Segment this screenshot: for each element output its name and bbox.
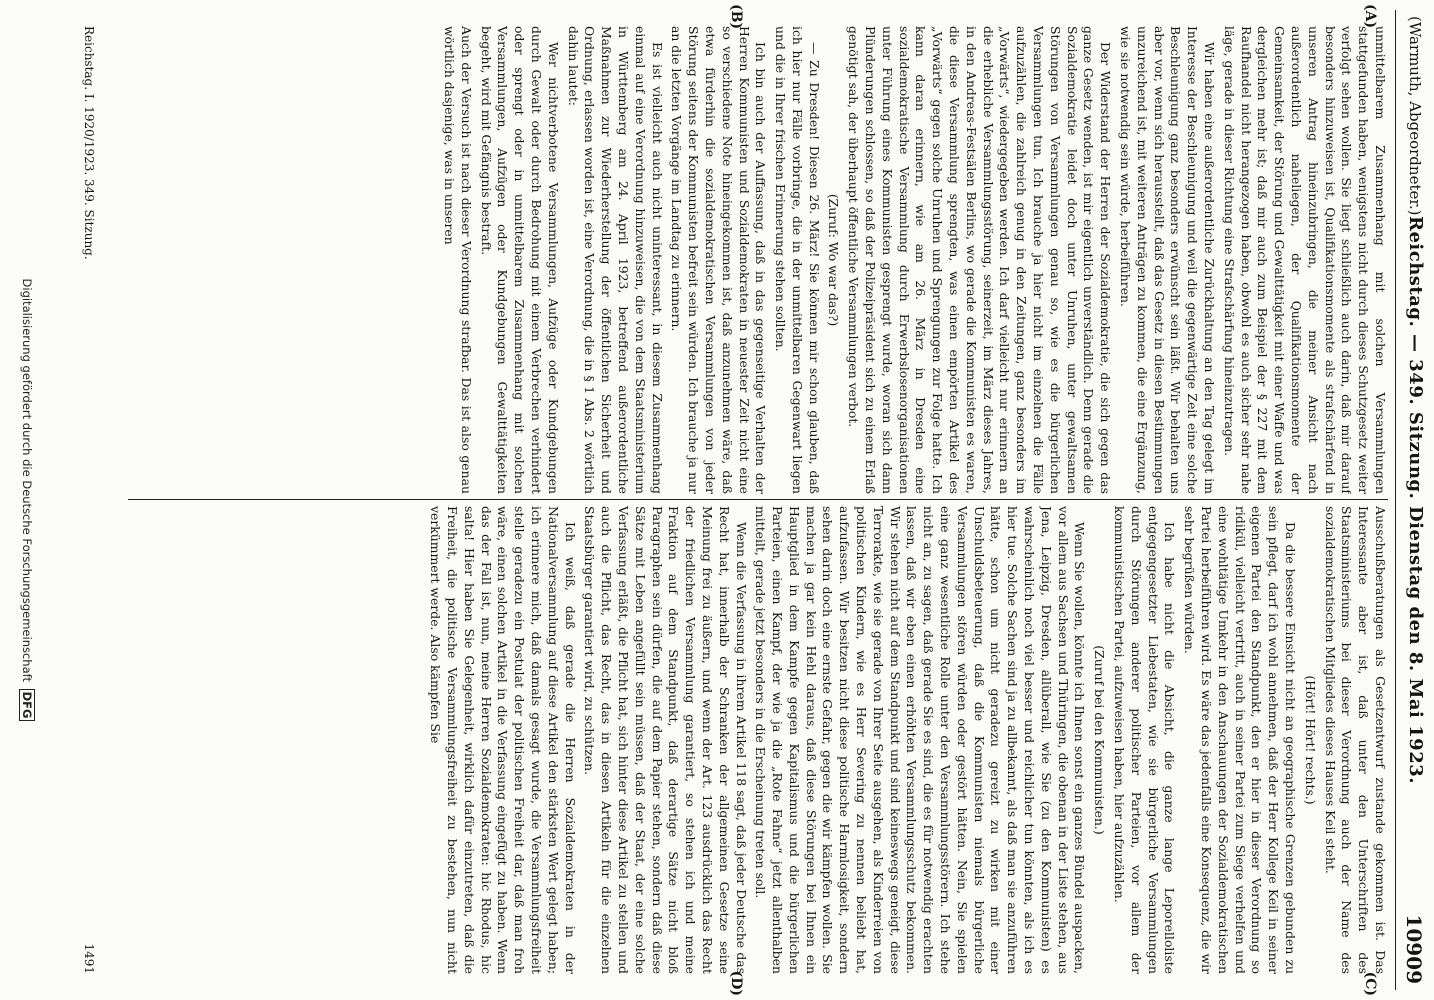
interjection: (Zuruf bei den Kommunisten.) [1092,645,1108,835]
paragraph: Auch der Versuch ist nach dieser Verordnung strafbar. Das ist also genau wörtlich dasjenige, was in unseren [441,26,474,494]
paragraph: Ich bin auch der Auffassung, daß in das gegenseitige Verhalten der Herren Kommunisten und Sozialdemokraten in neuester Zeit nicht eine so verschiedene Note hineingekommen ist, daß anzunehmen wäre, daß etwa fürderhin die sozialdemokratischen Versammlungen von jeder Störung seitens der Kommunisten befreit sein würden. Ich brauche ja nur an die letzten Vorgänge im Landtag zu erinnern. [669,26,769,494]
margin-marker-b: (B) [728,4,744,30]
paragraph: — Zu Dresden! Diesen 26. März! Sie können mir schon glauben, daß ich hier nur Fälle vorbringe, die in der unmittelbaren Gegenwart liegen und die in Ihrer frischen Erinnerung stehen sollten. [773,26,822,494]
header-rule [1395,10,1396,990]
paragraph: Ich weiß, daß gerade die Herren Sozialdemokraten in der Nationalversammlung auf diese Artikel den stärksten Wert gelegt haben; ich erinnere mich, daß damals gesagt wurde, die Versammlungsfreiheit stelle geradezu ein Postulat der politischen Freiheit dar, daß man froh wäre, einen solchen Artikel in die Verfassung eingefügt zu haben. Wenn das der Fall ist, nun, meine Herren Sozialdemokraten: hic Rhodus, hic salta! Hier haben Sie Gelegenheit, wirklich dafür einzutreten, daß die Freiheit, die politische Versammlungsfreiheit zu bestehen, nun nicht verkümmert werde. Also kämpfen Sie [428,506,578,974]
left-text-column [102,26,1388,494]
paragraph: Wenn Sie wollen, könnte ich Ihnen sonst ein ganzes Bündel auspacken, vor allem aus Sachsen und Thüringen, die obenan in der Liste stehen, aus Jena, Leipzig, Dresden, allüberall, wie Sie (zu den Kommunisten) es wahrscheinlich noch viel besser und reichlicher tun könnten, als ich es hier tue. Solche Sachen sind ja zu allbekannt, als daß man sie anzuführen hätte, schon um nicht geradezu gereizt zu wirken mit einer Unschuldsbeteuerung, daß die Kommunisten niemals bürgerliche Versammlungen stören würden oder gestört hätten. Nein, Sie spielen eine ganz wesentliche Rolle unter den Versammlungsstörern. Ich stehe nicht an, zu sagen, daß gerade Sie es sind, die es für notwendig erachten lassen, daß wir eben einen erhöhten Versammlungsschutz bekommen. Wir stehen nicht auf dem Standpunkt und sind keineswegs geneigt, diese Terrorakte, wie sie gerade von Ihrer Seite ausgehen, als Kinderreien von politischen Kindern, wie es Herr Severing zu nennen beliebt hat, aufzufassen. Wir besitzen nicht diese politische Harmlosigkeit, sondern sehen darin doch eine ernste Gefahr, gegen die wir kämpfen wollen. Sie machen ja gar kein Hehl daraus, daß diese Störungen bei Ihnen ein Hauptglied in dem Kampfe gegen Kapitalismus und die bürgerlichen Parteien, einen Kampf, der wie ja die „Rote Fahne“ jetzt allenthalben mitteilt, gerade jetzt besonders in die Erscheinung treten soll. [753,506,1088,974]
margin-marker-d: (D) [728,970,744,996]
paragraph: Wir haben eine außerordentliche Zurückhaltung an den Tag gelegt im Interesse der Beschleunigung und weil die gegenwärtige Zeit eine solche Beschleunigung ganz besonders erwünscht sein läßt. Wir behalten uns aber vor, wenn sich herausstellt, daß das Gesetz in diesen Bestimmungen unzureichend ist, mit weiteren Anträgen zu kommen, die eine Ergänzung, wie sie notwendig sein würde, herbeiführen. [1118,26,1218,494]
interjection: (Hört! Hört! rechts.) [1302,675,1318,805]
margin-marker-a: (A) [1362,4,1378,29]
dfg-logo: DFG [19,689,35,722]
paragraph: Wenn die Verfassung in ihrem Artikel 118 sagt, daß jeder Deutsche das Recht hat, innerhalb der Schranken der allgemeinen Gesetze seine Meinung frei zu äußern, und wenn der Art. 123 ausdrücklich das Recht der friedlichen Versammlung garantiert, so stehen ich und meine Fraktion auf dem Standpunkt, daß derartige Sätze nicht bloß Paragraphen sein dürfen, die auf dem Papier stehen, sondern daß diese Sätze mit Leben angefüllt sein müssen, daß der Staat, der eine solche Verfassung erläßt, die Pflicht hat, sich hinter diese Artikel zu stellen und auch die Pflicht, das Recht, das in diesen Artikeln für die einzelnen Staatsbürger garantiert wird, zu schützen. [582,506,749,974]
column-divider [128,499,1388,500]
speaker-tag: (Warmuth, Abgeordneter.) [1406,16,1424,216]
footer-sheet-number: 1491 [82,943,96,974]
quoted-ordinance: Wer nichtverbotene Versammlungen, Aufzüge oder Kundgebungen durch Gewalt oder durch Bedrohung mit einem Verbrechen verhindert oder sprengt oder in unmittelbarem Zusammenhang mit solchen Versammlungen, Aufzügen oder Kundgebungen Gewalttätigkeiten begeht, wird mit Gefängnis bestraft. [478,26,561,494]
paragraph: unmittelbarem Zusammenhang mit solchen Versammlungen stattgefunden haben, wenigstens nicht durch dieses Schutzgesetz weiter verfolgt sehen wollen. Sie liegt schließlich auch darin, daß mir darauf besonders hinzuweisen ist, Qualifikationsmomente als strafschärfend in unseren Antrag hineinzubringen, die meiner Ansicht nach außerordentlich naheliegen, der Qualifikationsmomente der Gemeinsamkeit, der Störung und Gewalttätigkeit mit einer Waffe und was dergleichen mehr ist; daß mir auch zum Beispiel der § 227 mit dem Raufhandel nicht herangezogen haben, obwohl es auch sicher sehr nahe läge, gerade in dieser Richtung eine Strafschärfung hineinzutragen. [1221,26,1388,494]
running-header: Reichstag. — 349. Sitzung. Dienstag den 8. Mai 1923. [1405,215,1426,785]
paragraph: Ich habe nicht die Absicht, die ganze lange Leporelloliste entgegengesetzter Liebestaten, wie sie bürgerliche Versammlungen durch Störungen anderer politischer Parteien, vor allem der kommunistischen Partei, aufzuweisen haben, hier aufzuzählen. [1112,506,1178,974]
digitization-credit [20,0,34,1000]
right-text-column [102,506,1388,974]
interjection: (Zuruf: Wo war das?) [826,193,842,327]
margin-marker-c: (C) [1362,971,1378,996]
footer-session-ref: Reichstag. I. 1920/1923. 349. Sitzung. [82,26,96,260]
digitization-note: Digitalisierung gefördert durch die Deutsche Forschungsgemeinschaft [20,278,34,682]
paragraph: Ausschußberatungen als Gesetzentwurf zustande gekommen ist. Das Interessante aber ist, daß unter den Unterschriften des Staatsministeriums bei dieser Verordnung auch der Name des sozialdemokratischen Mitgliedes dieses Hauses Keil steht. [1322,506,1388,974]
paragraph: Da die bessere Einsicht nicht an geographische Grenzen gebunden zu sein pflegt, darf ich wohl annehmen, daß der Herr Kollege Keil in seiner eigenen Partei den Standpunkt, den er hier in dieser Verordnung so ridikül, vielleicht vertritt, auch in seiner Partei zum Siege verhelfen und eine wohltätige Umkehr in den Anschauungen der Sozialdemokratischen Partei herbeiführen wird. Es wäre das jedenfalls eine Konsequenz, die wir sehr begrüßen würden. [1182,506,1299,974]
paragraph: Der Widerstand der Herren der Sozialdemokratie, die sich gegen das ganze Gesetz wenden, ist mir eigentlich unverständlich. Denn gerade die Sozialdemokratie leidet doch unter Unruhen, unter gewaltsamen Störungen von Versammlungen genau so, wie es die bürgerlichen Versammlungen tun. Ich brauche ja hier nicht im einzelnen die Fälle aufzuzählen, die zahlreich genug in den Zeitungen, ganz besonders im „Vorwärts“, wiedergegeben werden. Ich darf vielleicht nur erinnern an die erhebliche Versammlungsstörung, seinerzeit, im März dieses Jahres, in den Andreas-Festsälen Berlins, wo gerade die Kommunisten es waren, die diese Versammlung sprengten, was einen empörten Artikel des „Vorwärts“ gegen solche Unruhen und Sprengungen zur Folge hatte. Ich kann daran erinnern, wie am 26. März in Dresden eine sozialdemokratische Versammlung durch Erwerbslosenorganisationen unter Führung eines Kommunisten gesprengt wurde, woran sich dann Plünderungen schlossen, so daß der Polizeipräsident sich zu einem Erlaß genötigt sah, der überhaupt öffentliche Versammlungen verbot. [846,26,1114,494]
page-number: 10909 [1402,914,1426,984]
paragraph: Es ist vielleicht auch nicht uninteressant, in diesem Zusammenhang einmal auf eine Verordnung hinzuweisen, die von dem Staatsministerium in Württemberg am 24. April 1923, betreffend außerordentliche Maßnahmen zur Wiederherstellung der öffentlichen Sicherheit und Ordnung, erlassen worden ist, eine Verordnung, die in § 1 Abs. 2 wörtlich dahin lautet: [565,26,665,494]
